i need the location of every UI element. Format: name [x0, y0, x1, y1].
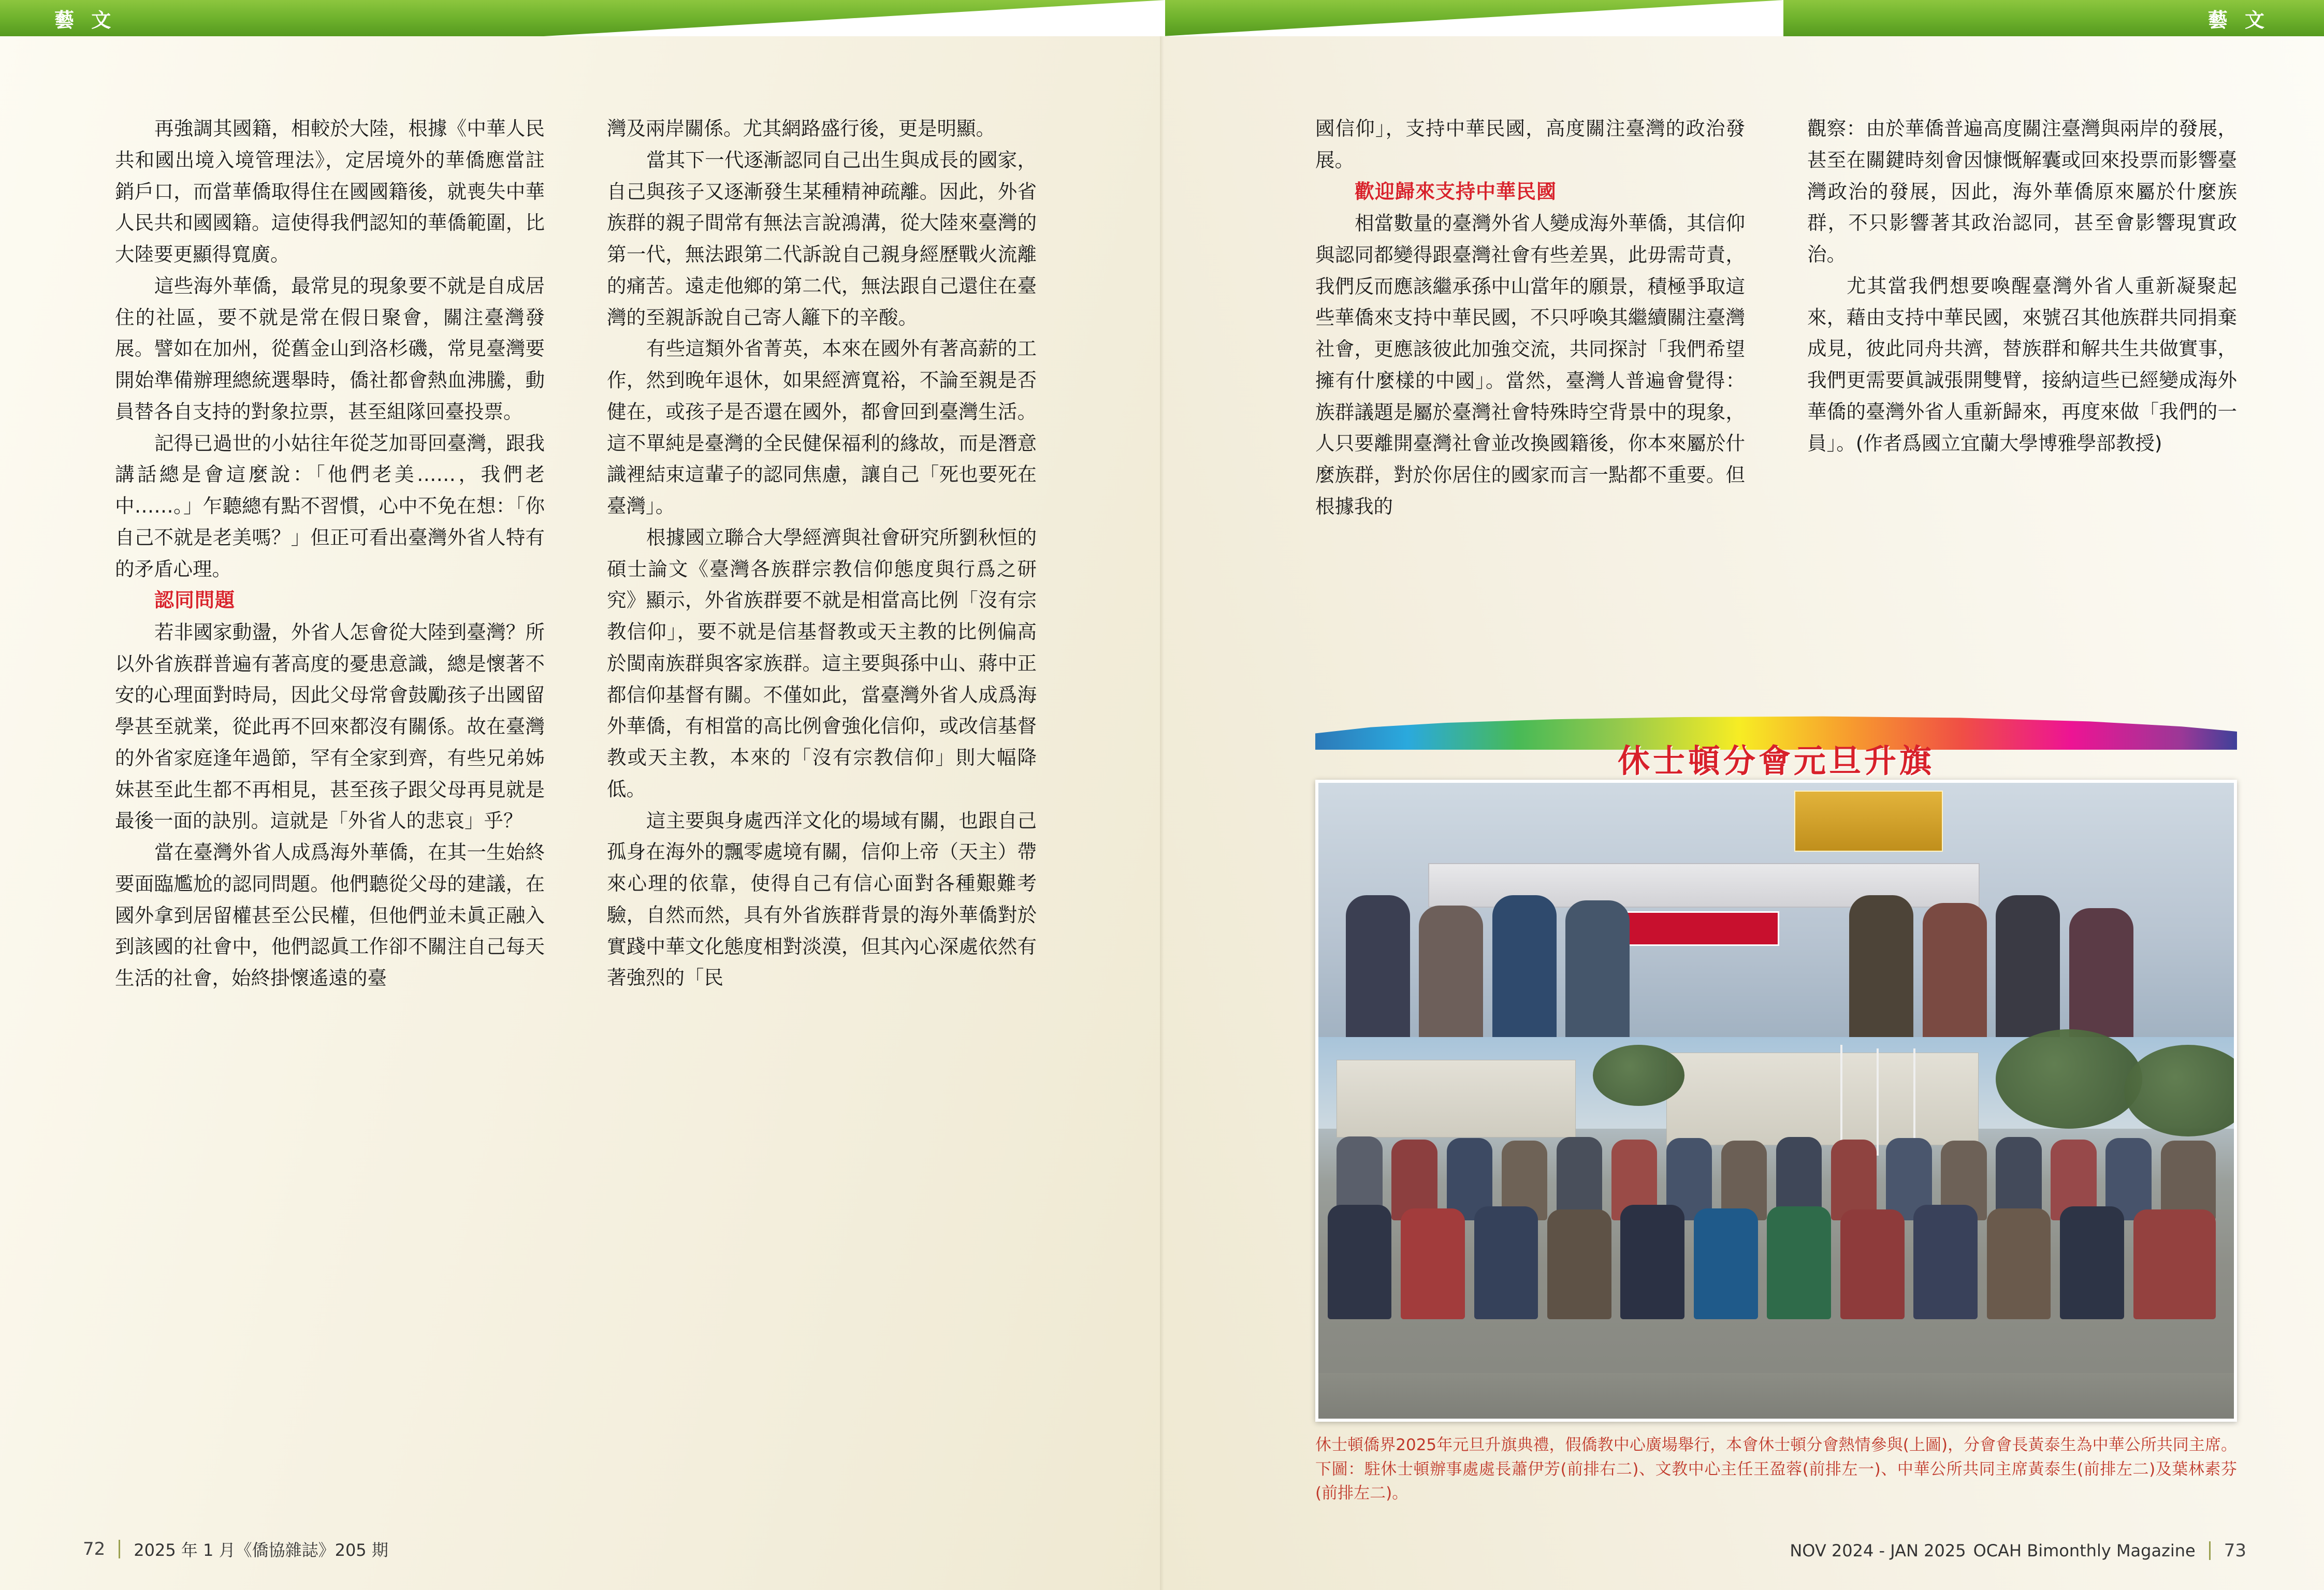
body-paragraph: 當在臺灣外省人成爲海外華僑，在其一生始終要面臨尷尬的認同問題。他們聽從父母的建議，在國外拿到居留權甚至公民權，但他們並未眞正融入到該國的社會中，他們認眞工作卻不關注自己每天生活的社會，始終掛懷遙遠的臺	[115, 841, 545, 990]
section-label-right: 藝 文	[2207, 9, 2270, 32]
body-paragraph: 若非國家動盪，外省人怎會從大陸到臺灣？所以外省族群普遍有著高度的憂患意識，總是懷著不安的心理面對時局，因此父母常會鼓勵孩子出國留學甚至就業，從此再不回來都沒有關係。故在臺灣的外省家庭逢年過節，罕有全家到齊，有些兄弟姊妹甚至此生都不再相見，甚至孩子跟父母再見就是最後一面的訣別。這就是「外省人的悲哀」乎？	[115, 620, 545, 833]
building	[1337, 1060, 1576, 1137]
section-subheading: 認同問題	[154, 589, 236, 612]
footer-divider-right	[2209, 1541, 2211, 1560]
photo-upper-indoor	[1318, 783, 2234, 1050]
section-label-left: 藝 文	[54, 9, 117, 32]
body-paragraph: 記得已過世的小姑往年從芝加哥回臺灣，跟我講話總是會這麼說：「他們老美……，我們老中……。」乍聽總有點不習慣，心中不免在想：「你自己不就是老美嗎？」但正可看出臺灣外省人特有的矛盾心理。	[115, 431, 545, 580]
body-paragraph: 國信仰」，支持中華民國，高度關注臺灣的政治發展。	[1315, 117, 1745, 171]
footer-left-text: 2025 年 1 月《僑協雜誌》205 期	[134, 1540, 388, 1560]
photo-lower-outdoor	[1318, 1037, 2234, 1419]
text-column-3	[1315, 113, 1745, 522]
body-paragraph: 這些海外華僑，最常見的現象要不就是自成居住的社區，要不就是常在假日聚會，關注臺灣發展。譬如在加州，從舊金山到洛杉磯，常見臺灣要開始準備辦理總統選舉時，僑社都會熱血沸騰，動員替各自支持的對象拉票，甚至組隊回臺投票。	[115, 274, 545, 423]
plaza-ground	[1318, 1373, 2234, 1419]
tree	[1996, 1029, 2142, 1129]
tree	[1593, 1045, 1684, 1106]
body-paragraph: 觀察：由於華僑普遍高度關注臺灣與兩岸的發展，甚至在關鍵時刻會因慷慨解囊或回來投票而影響臺灣政治的發展，因此，海外華僑原來屬於什麼族群，不只影響著其政治認同，甚至會影響現實政治。	[1807, 117, 2237, 266]
page-spine	[1160, 0, 1164, 1590]
feature-block	[1315, 713, 2237, 1503]
text-column-1	[115, 113, 545, 994]
footer-magazine-name: OCAH Bimonthly Magazine	[1973, 1541, 2196, 1560]
building-center	[1666, 1053, 1979, 1145]
page-number-right: 73	[2224, 1540, 2246, 1561]
footer-divider	[119, 1540, 120, 1558]
section-subheading: 歡迎歸來支持中華民國	[1355, 180, 1557, 203]
body-paragraph: 尤其當我們想要喚醒臺灣外省人重新凝聚起來，藉由支持中華民國，來號召其他族群共同捐棄成見，彼此同舟共濟，替族群和解共生共做實事，我們更需要眞誠張開雙臂，接納這些已經變成海外華僑的臺灣外省人重新歸來，再度來做「我們的一員」。(作者爲國立宜蘭大學博雅學部教授)	[1807, 274, 2237, 455]
footer-left	[83, 1537, 388, 1561]
crowd-front-row	[1318, 1205, 2234, 1319]
body-paragraph: 有些這類外省菁英，本來在國外有著高薪的工作，然到晚年退休，如果經濟寬裕，不論至親是否健在，或孩子是否還在國外，都會回到臺灣生活。這不單純是臺灣的全民健保福利的緣故，而是潛意識裡結束這輩子的認同焦慮，讓自己「死也要死在臺灣」。	[607, 337, 1037, 517]
celebration-banner	[1794, 791, 1943, 851]
body-paragraph: 當其下一代逐漸認同自己出生與成長的國家，自己與孩子又逐漸發生某種精神疏離。因此，外省族群的親子間常有無法言說鴻溝，從大陸來臺灣的第一代，無法跟第二代訴說自己親身經歷戰火流離的痛苦。遠走他鄉的第二代，無法跟自己還住在臺灣的至親訴說自己寄人籬下的辛酸。	[607, 148, 1037, 329]
body-paragraph: 再強調其國籍，相較於大陸，根據《中華人民共和國出境入境管理法》，定居境外的華僑應當註銷戶口，而當華僑取得住在國國籍後，就喪失中華人民共和國國籍。這使得我們認知的華僑範圍，比大陸要更顯得寬廣。	[115, 117, 545, 266]
body-paragraph: 這主要與身處西洋文化的場域有關，也跟自己孤身在海外的飄零處境有關，信仰上帝（天主）帶來心理的依靠，使得自己有信心面對各種艱難考驗，自然而然，具有外省族群背景的海外華僑對於實踐中華文化態度相對淡漠，但其內心深處依然有著強烈的「民	[607, 809, 1037, 989]
feature-photo	[1315, 780, 2237, 1422]
body-paragraph: 灣及兩岸關係。尤其網路盛行後，更是明顯。	[607, 117, 995, 140]
text-column-2	[607, 113, 1037, 994]
footer-right	[1790, 1540, 2246, 1561]
footer-date-range: NOV 2024 - JAN 2025	[1790, 1541, 1966, 1560]
feature-title: 休士頓分會元旦升旗	[1617, 742, 1935, 780]
body-paragraph: 相當數量的臺灣外省人變成海外華僑，其信仰與認同都變得跟臺灣社會有些差異，此毋需苛責，我們反而應該繼承孫中山當年的願景，積極爭取這些華僑來支持中華民國，不只呼喚其繼續關注臺灣社會，更應該彼此加強交流，共同探討「我們希望擁有什麼樣的中國」。當然，臺灣人普遍會覺得：族群議題是屬於臺灣社會特殊時空背景中的現象，人只要離開臺灣社會並改換國籍後，你本來屬於什麼族群，對於你居住的國家而言一點都不重要。但根據我的	[1315, 212, 1745, 518]
header-band	[0, 0, 2324, 45]
body-paragraph: 根據國立聯合大學經濟與社會研究所劉秋恒的碩士論文《臺灣各族群宗教信仰態度與行爲之研究》顯示，外省族群要不就是相當高比例「沒有宗教信仰」，要不就是信基督教或天主教的比例偏高於閩南族群與客家族群。這主要與孫中山、蔣中正都信仰基督有關。不僅如此，當臺灣外省人成爲海外華僑，有相當的高比例會強化信仰，或改信基督教或天主教，本來的「沒有宗教信仰」則大幅降低。	[607, 526, 1037, 800]
text-column-4	[1807, 113, 2237, 459]
photo-caption: 休士頓僑界2025年元旦升旗典禮，假僑教中心廣場舉行，本會休士頓分會熱情參與(上圖)，分會會長黃泰生為中華公所共同主席。下圖：駐休士頓辦事處處長蕭伊芳(前排右二)、文教中心主任王盈蓉(前排左一)、中華公所共同主席黃泰生(前排左二)及葉林素芬(前排左二)。	[1315, 1436, 2237, 1503]
page-number-left: 72	[83, 1539, 106, 1559]
